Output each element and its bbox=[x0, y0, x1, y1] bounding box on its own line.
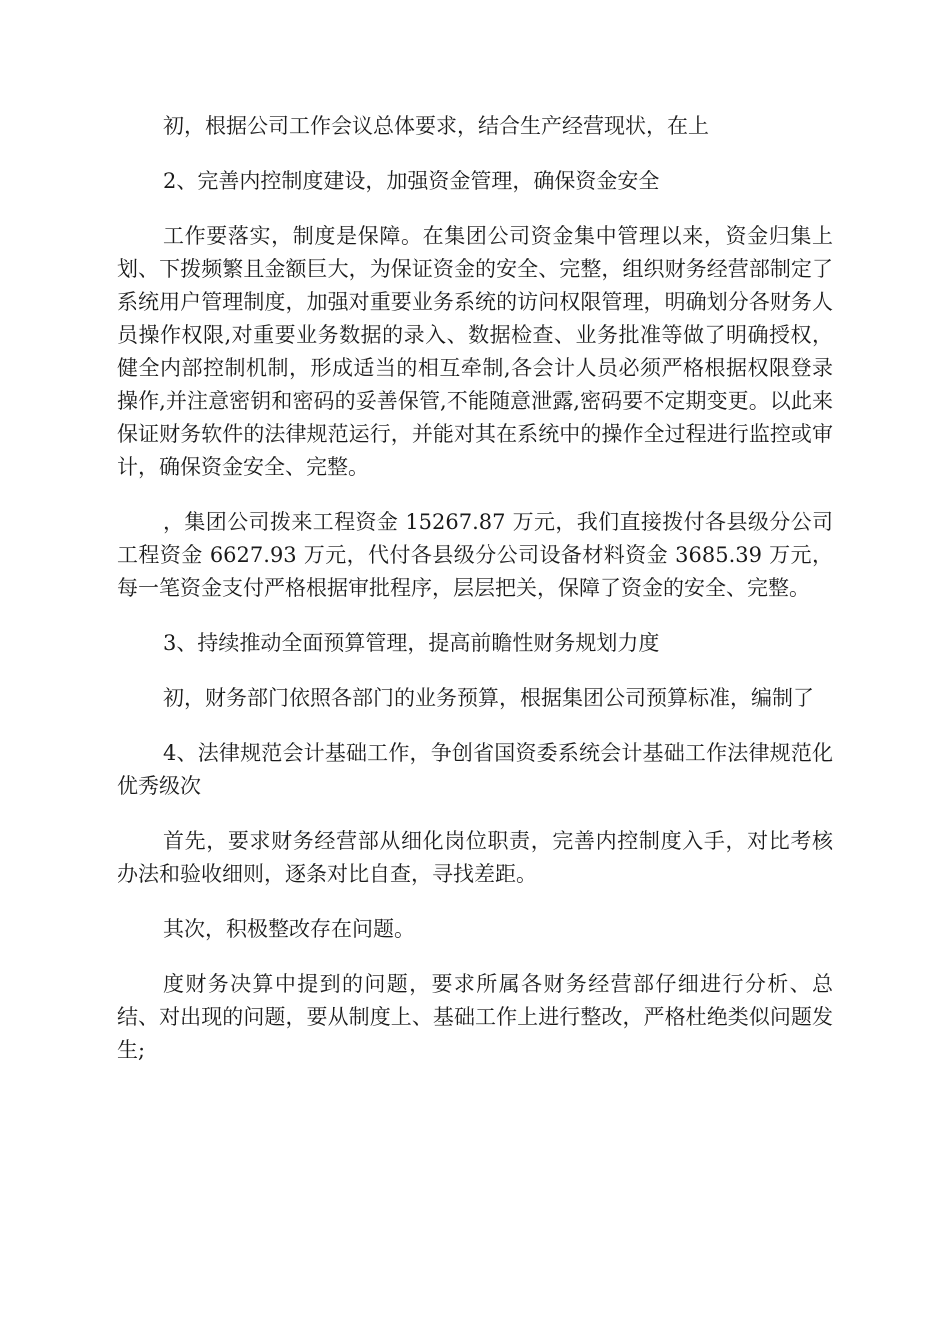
paragraph-internal-control: 工作要落实，制度是保障。在集团公司资金集中管理以来，资金归集上划、下拨频繁且金额巨大，为保证资金的安全、完整，组织财务经营部制定了系统用户管理制度，加强对重要业务系统的访问权限管理，明确划分各财务人员操作权限,对重要业务数据的录入、数据检查、业务批准等做了明确授权，健全内部控制机制，形成适当的相互牵制,各会计人员必须严格根据权限登录操作,并注意密钥和密码的妥善保管,不能随意泄露,密码要不定期变更。以此来保证财务软件的法律规范运行，并能对其在系统中的操作全过程进行监控或审计，确保资金安全、完整。 bbox=[117, 224, 833, 479]
paragraph-budget: 初，财务部门依照各部门的业务预算，根据集团公司预算标准，编制了 bbox=[163, 686, 814, 710]
paragraph-funds: ，集团公司拨来工程资金 15267.87 万元，我们直接拨付各县级分公司工程资金 6627.93 万元，代付各县级分公司设备材料资金 3685.39 万元，每一笔资金支付严格根据审批程序，层层把关，保障了资金的安全、完整。 bbox=[117, 510, 833, 600]
heading-budget: 3、持续推动全面预算管理，提高前瞻性财务规划力度 bbox=[163, 631, 660, 655]
paragraph-first: 首先，要求财务经营部从细化岗位职责，完善内控制度入手，对比考核办法和验收细则，逐条对比自查，寻找差距。 bbox=[117, 829, 833, 886]
paragraph-final-accounts: 度财务决算中提到的问题，要求所属各财务经营部仔细进行分析、总结、对出现的问题，要从制度上、基础工作上进行整改，严格杜绝类似问题发生; bbox=[117, 972, 833, 1062]
heading-internal-control: 2、完善内控制度建设，加强资金管理，确保资金安全 bbox=[163, 169, 660, 193]
heading-accounting-basics: 4、法律规范会计基础工作，争创省国资委系统会计基础工作法律规范化优秀级次 bbox=[117, 741, 833, 798]
paragraph-intro: 初，根据公司工作会议总体要求，结合生产经营现状，在上 bbox=[163, 114, 709, 138]
document-body bbox=[117, 110, 833, 1089]
paragraph-second: 其次，积极整改存在问题。 bbox=[163, 917, 415, 941]
